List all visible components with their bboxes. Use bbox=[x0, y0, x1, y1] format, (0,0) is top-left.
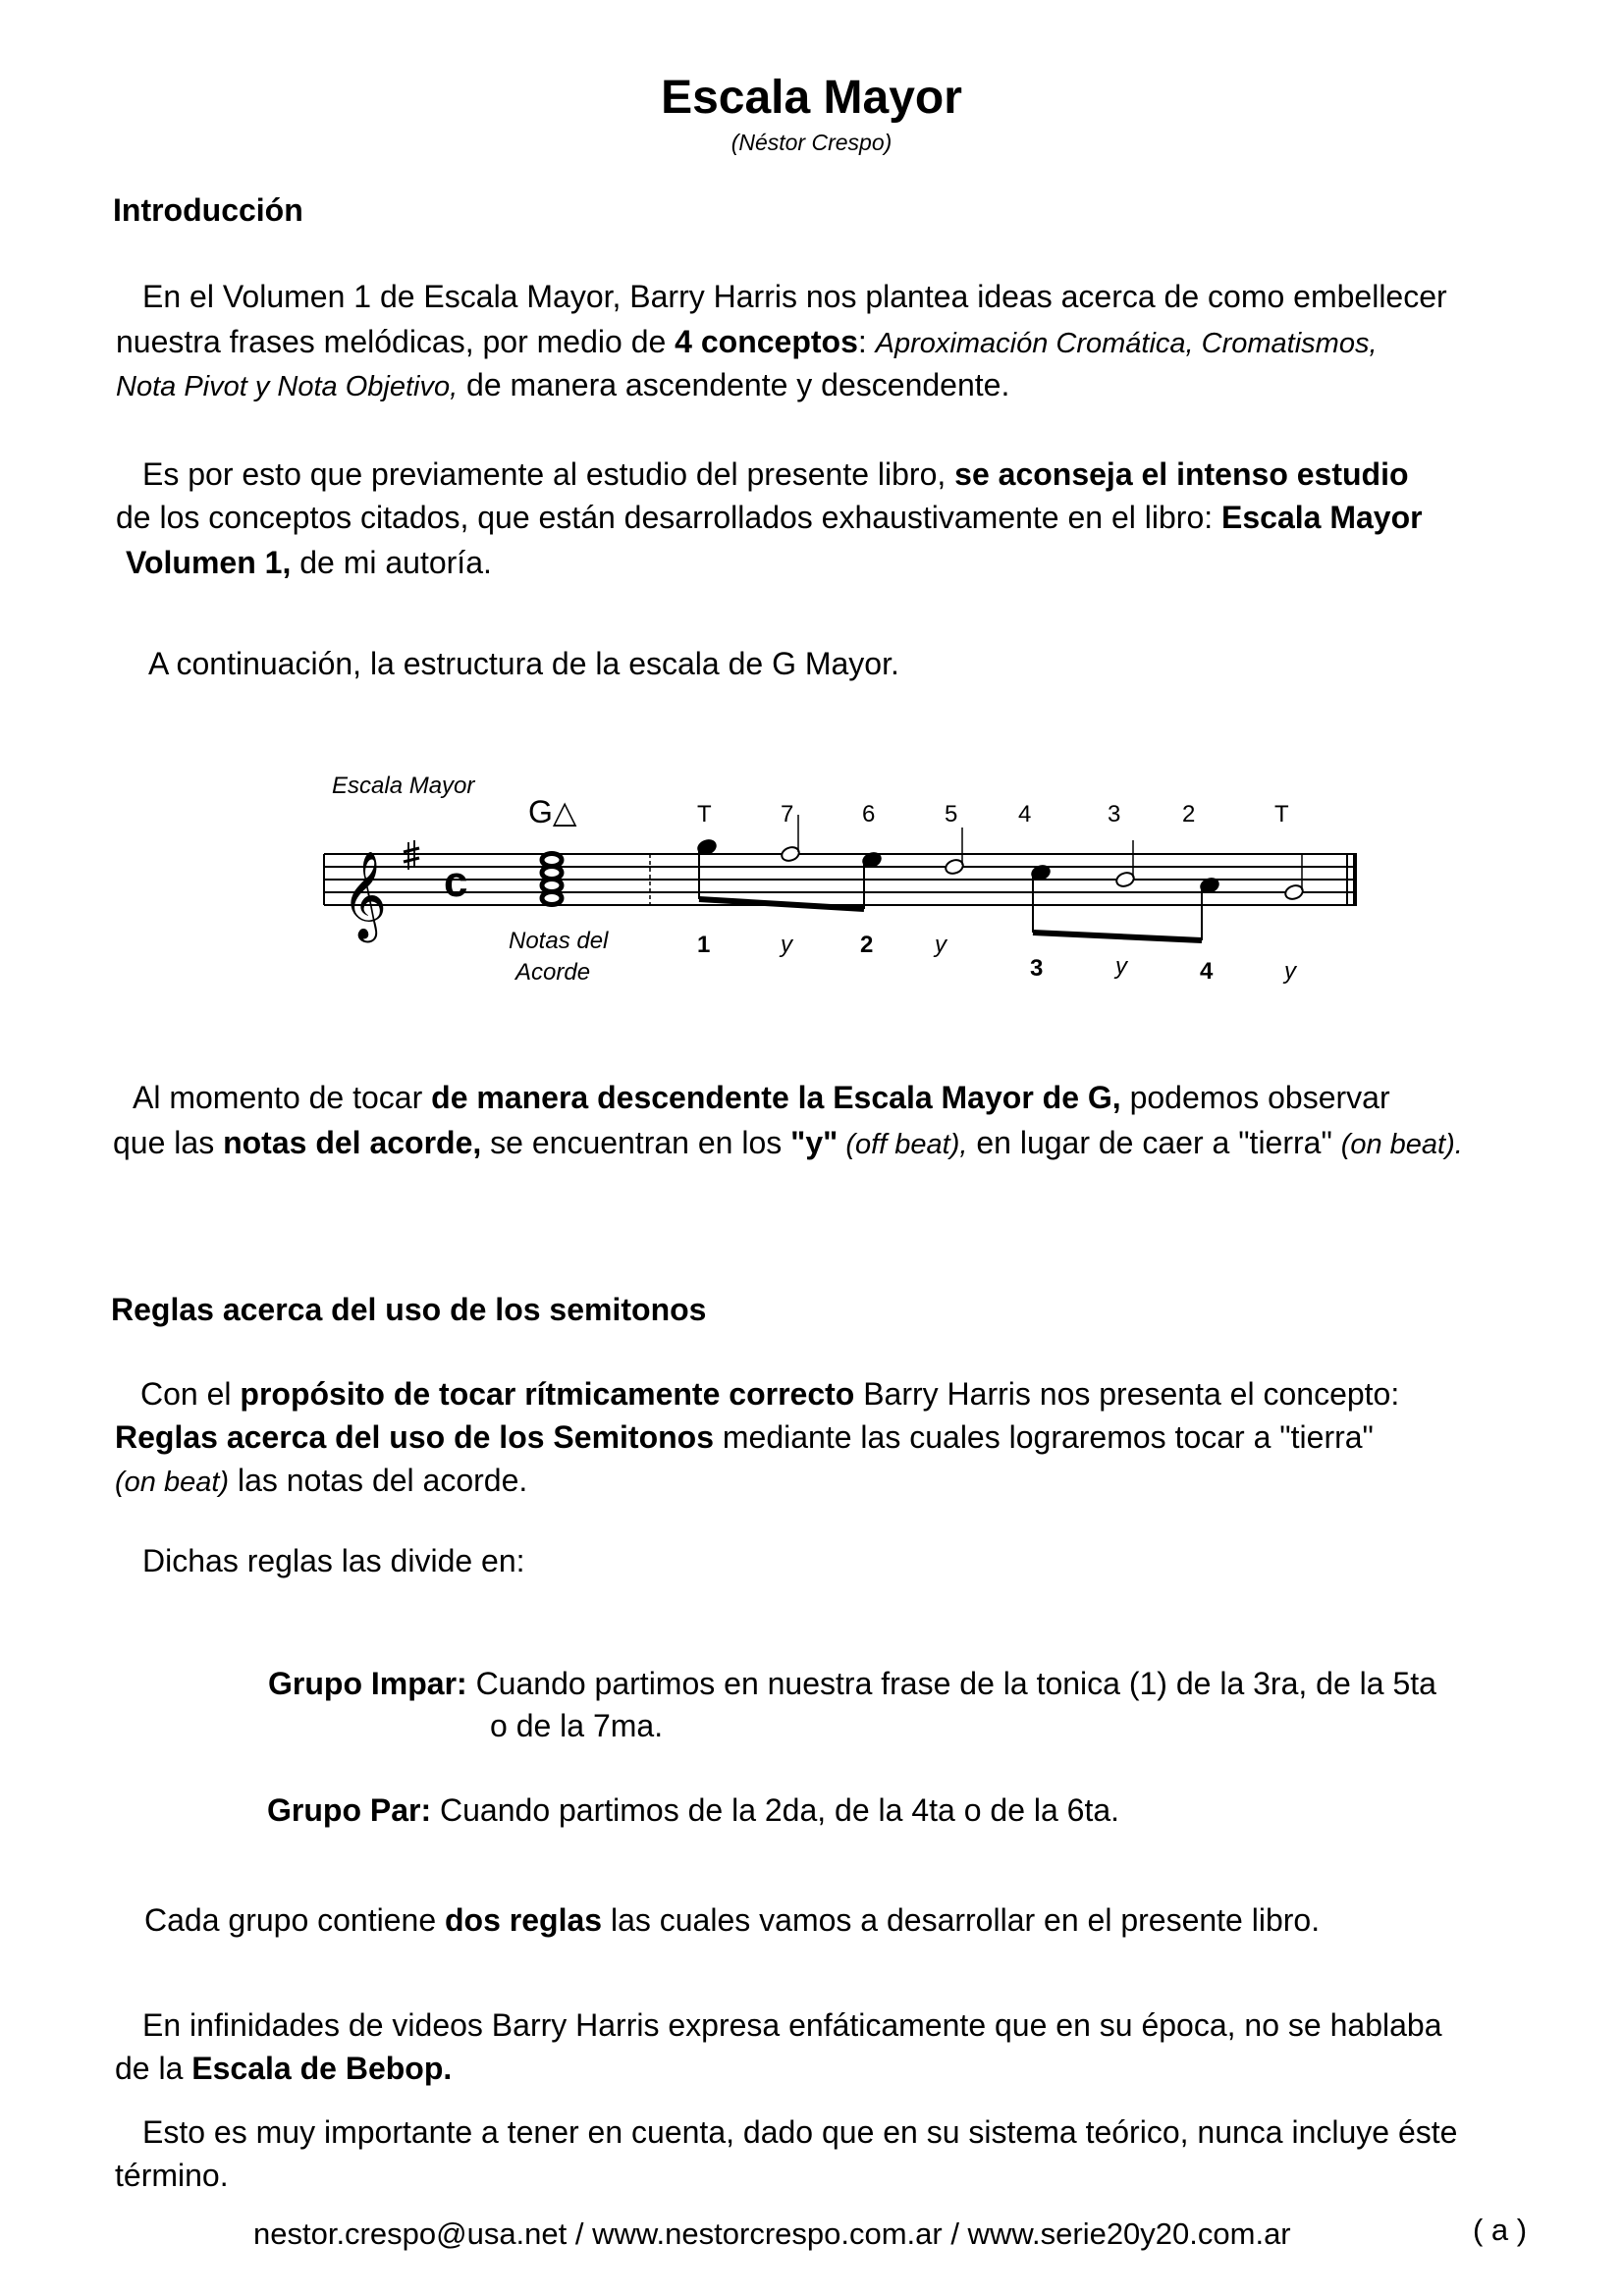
text-run: Al momento de tocar bbox=[133, 1080, 432, 1115]
bold-run: de manera descendente la Escala Mayor de G, bbox=[431, 1080, 1121, 1115]
bold-run: Escala Mayor bbox=[1221, 500, 1423, 535]
italic-run: Nota Pivot y Nota Objetivo, bbox=[116, 371, 459, 402]
rules-p1-line3 bbox=[115, 1463, 527, 1499]
text-run: mediante las cuales lograremos tocar a "tierra" bbox=[714, 1419, 1374, 1455]
text-run: de manera ascendente y descendente. bbox=[458, 367, 1010, 402]
text-run: que las bbox=[113, 1125, 224, 1160]
degree-label: 5 bbox=[945, 801, 958, 828]
bold-run: dos reglas bbox=[445, 1902, 603, 1938]
text-run: las notas del acorde. bbox=[229, 1463, 528, 1498]
p4-line1 bbox=[133, 1080, 1390, 1116]
bold-run: Escala de Bebop. bbox=[191, 2051, 453, 2086]
page-number: ( a ) bbox=[1473, 2213, 1528, 2247]
bold-run: "y" bbox=[790, 1125, 839, 1160]
text-run: nuestra frases melódicas, por medio de bbox=[116, 324, 676, 359]
count-label: 2 bbox=[860, 932, 874, 958]
rules-p1-line1 bbox=[140, 1376, 1399, 1413]
rules-p5-line1: Esto es muy importante a tener en cuenta, dado que en su sistema teórico, nunca incluye éste bbox=[142, 2114, 1458, 2150]
text-run: Barry Harris nos presenta el concepto: bbox=[854, 1376, 1400, 1412]
degree-label: 6 bbox=[862, 801, 876, 828]
text-run: Con el bbox=[140, 1376, 241, 1412]
text-run: : bbox=[857, 324, 876, 359]
italic-run: (on beat). bbox=[1340, 1129, 1463, 1160]
note-beam bbox=[1033, 933, 1202, 940]
text-run: de los conceptos citados, que están desarrollados exhaustivamente en el libro: bbox=[116, 500, 1222, 535]
rules-p4-line1: En infinidades de videos Barry Harris expresa enfáticamente que en su época, no se hablaba bbox=[142, 2007, 1442, 2043]
intro-p2-line2 bbox=[116, 500, 1423, 536]
time-signature: c bbox=[444, 858, 468, 906]
degree-label: T bbox=[697, 801, 712, 828]
text-run: las cuales vamos a desarrollar en el presente libro. bbox=[602, 1902, 1321, 1938]
degree-label: 4 bbox=[1018, 801, 1032, 828]
page-title: Escala Mayor bbox=[661, 72, 962, 124]
italic-run: (off beat), bbox=[838, 1129, 968, 1160]
text-run: se encuentran en los bbox=[481, 1125, 791, 1160]
intro-p1-line1: En el Volumen 1 de Escala Mayor, Barry Harris nos plantea ideas acerca de como embellecer bbox=[142, 279, 1447, 314]
count-label: 1 bbox=[697, 932, 711, 958]
count-label: 4 bbox=[1200, 958, 1214, 985]
author: (Néstor Crespo) bbox=[730, 130, 893, 155]
count-label: 3 bbox=[1030, 955, 1044, 982]
text-run: en lugar de caer a "tierra" bbox=[967, 1125, 1341, 1160]
bold-run: se aconseja el intenso estudio bbox=[954, 456, 1409, 492]
count-label: y bbox=[1284, 958, 1296, 985]
bold-run: notas del acorde, bbox=[223, 1125, 482, 1160]
text-run: Cada grupo contiene bbox=[144, 1902, 445, 1938]
rules-p4-line2 bbox=[115, 2051, 452, 2087]
chord-notes-label: Acorde bbox=[515, 959, 591, 986]
intro-p2-line1 bbox=[142, 456, 1409, 493]
bold-run: propósito de tocar rítmicamente correcto bbox=[240, 1376, 855, 1412]
chord-symbol: G△ bbox=[528, 794, 577, 829]
text-run: podemos observar bbox=[1120, 1080, 1390, 1115]
text-run: Cuando partimos en nuestra frase de la tonica (1) de la 3ra, de la 5ta bbox=[466, 1666, 1436, 1701]
bold-run: Volumen 1, bbox=[126, 545, 292, 580]
intro-heading: Introducción bbox=[113, 192, 303, 228]
degree-label: 3 bbox=[1108, 801, 1121, 828]
grupo-impar-line1 bbox=[268, 1666, 1436, 1702]
rules-p2: Dichas reglas las divide en: bbox=[142, 1543, 525, 1578]
rules-p1-line2 bbox=[115, 1419, 1374, 1456]
grupo-impar-line2: o de la 7ma. bbox=[490, 1708, 664, 1743]
rules-heading: Reglas acerca del uso de los semitonos bbox=[111, 1292, 707, 1327]
count-label: y bbox=[1115, 953, 1127, 980]
count-label: y bbox=[781, 932, 792, 958]
intro-p2-line3 bbox=[126, 545, 492, 581]
rules-p5-line2: término. bbox=[115, 2158, 229, 2193]
bold-run: Grupo Par: bbox=[267, 1792, 432, 1828]
text-run: de la bbox=[115, 2051, 192, 2086]
text-run: Es por esto que previamente al estudio del presente libro, bbox=[142, 456, 955, 492]
degree-label: T bbox=[1274, 801, 1289, 828]
chord-notes-label: Notas del bbox=[509, 928, 609, 954]
bold-run: Grupo Impar: bbox=[268, 1666, 467, 1701]
degree-label: 2 bbox=[1182, 801, 1196, 828]
italic-run: Aproximación Cromática, Cromatismos, bbox=[875, 328, 1378, 359]
rules-p3 bbox=[144, 1902, 1320, 1939]
intro-p3: A continuación, la estructura de la escala de G Mayor. bbox=[148, 646, 899, 681]
music-score bbox=[295, 756, 1375, 1011]
bold-run: Reglas acerca del uso de los Semitonos bbox=[115, 1419, 714, 1455]
bold-run: 4 conceptos bbox=[675, 324, 858, 359]
p4-line2 bbox=[113, 1125, 1463, 1161]
scale-notes bbox=[696, 815, 1304, 940]
footer-contact: nestor.crespo@usa.net / www.nestorcrespo.com.ar / www.serie20y20.com.ar bbox=[253, 2216, 1291, 2251]
text-run: de mi autoría. bbox=[291, 545, 492, 580]
chord-notes bbox=[542, 854, 562, 905]
intro-p1-line2 bbox=[116, 324, 1378, 360]
treble-clef-icon: 𝄞 bbox=[342, 851, 388, 937]
text-run: Cuando partimos de la 2da, de la 4ta o de la 6ta. bbox=[431, 1792, 1120, 1828]
grupo-par bbox=[267, 1792, 1119, 1829]
count-label: y bbox=[935, 932, 947, 958]
intro-p1-line3 bbox=[116, 367, 1009, 403]
degree-label: 7 bbox=[781, 801, 794, 828]
score-label: Escala Mayor bbox=[332, 773, 475, 799]
italic-run: (on beat) bbox=[115, 1467, 230, 1498]
